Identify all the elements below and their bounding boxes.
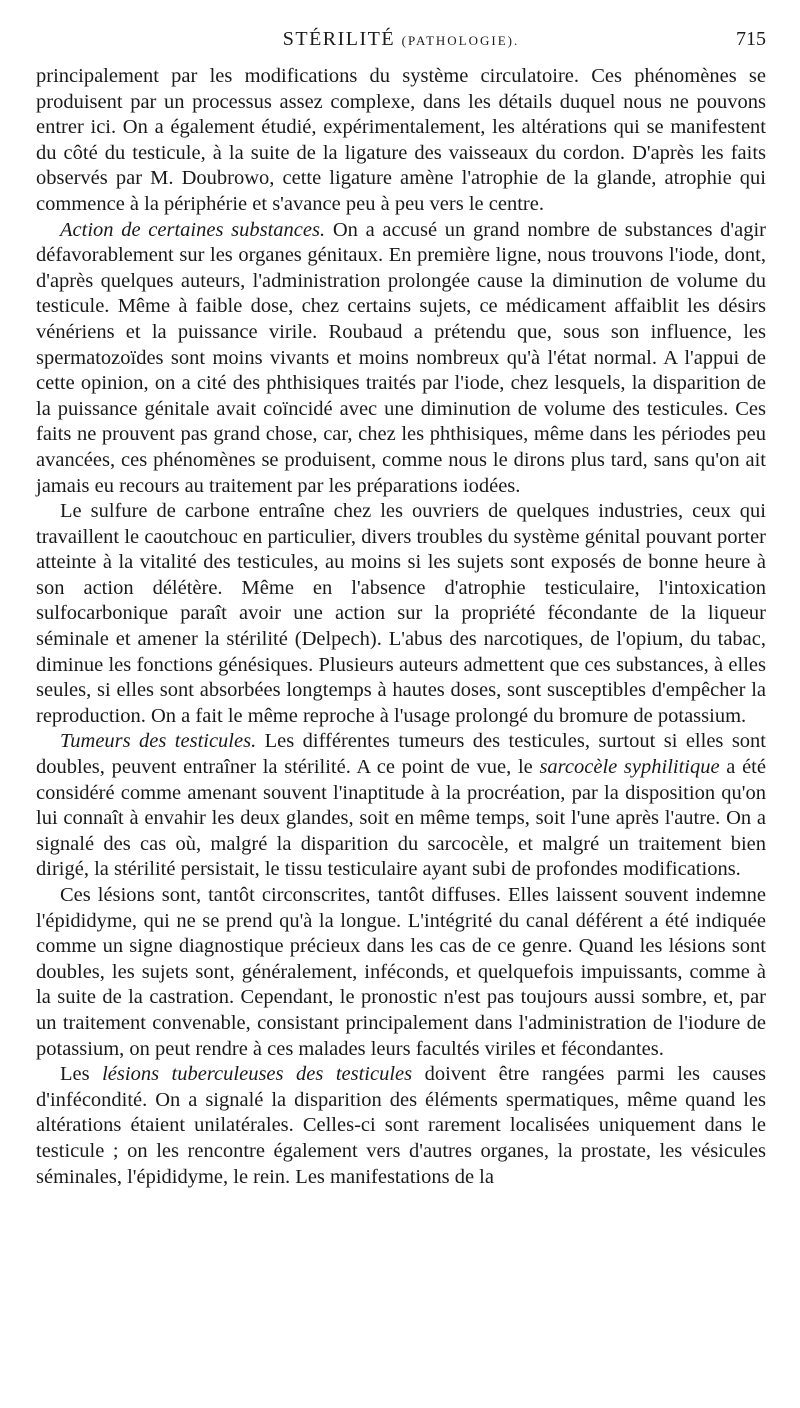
page-header xyxy=(36,28,766,60)
italic-term: lésions tuberculeuses des testicules xyxy=(102,1063,413,1086)
section-heading: Tumeurs des testicules. xyxy=(60,730,257,753)
paragraph: Les lésions tuberculeuses des testicules doivent être rangées parmi les causes d'infécondité. On a signalé la disparition des éléments spermatiques, même quand les altérations étaient unilatérales. Celles-ci sont rarement localisées uniquement dans le testicule ; on les rencontre également vers d'autres organes, la prostate, les vésicules séminales, l'épididyme, le rein. Les manifestations de la xyxy=(36,1063,766,1188)
body-text xyxy=(36,64,766,1190)
paragraph: principalement par les modifications du système circulatoire. Ces phénomènes se produisent par un processus assez complexe, dans les détails duquel nous ne pouvons entrer ici. On a également étudié, expérimentalement, les altérations qui se manifestent du côté du testicule, à la suite de la ligature des vaisseaux du cordon. D'après les faits observés par M. Doubrowo, cette ligature amène l'atrophie de la glande, atrophie qui commence à la périphérie et s'avance peu à peu vers le centre. xyxy=(36,65,766,215)
paragraph: Le sulfure de carbone entraîne chez les ouvriers de quelques industries, ceux qui travaillent le caoutchouc en particulier, divers troubles du système génital pouvant porter atteinte à la vitalité des testicules, au moins si les sujets sont exposés de bonne heure à son action délétère. Même en l'absence d'atrophie testiculaire, l'intoxication sulfocarbonique paraît avoir une action sur la propriété fécondante de la liqueur séminale et amener la stérilité (Delpech). L'abus des narcotiques, de l'opium, du tabac, diminue les fonctions génésiques. Plusieurs auteurs admettent que ces substances, à elles seules, si elles sont absorbées longtemps à hautes doses, sont susceptibles d'empêcher la reproduction. On a fait le même reproche à l'usage prolongé du bromure de potassium. xyxy=(36,500,766,727)
paragraph: Action de certaines substances. On a accusé un grand nombre de substances d'agir défavorablement sur les organes génitaux. En première ligne, nous trouvons l'iode, dont, d'après quelques auteurs, l'administration prolongée cause la diminution de volume du testicule. Même à faible dose, chez certains sujets, ce médicament affaiblit les désirs vénériens et la puissance virile. Roubaud a prétendu que, sous son influence, les spermatozoïdes sont moins vivants et moins nombreux qu'à l'état normal. A l'appui de cette opinion, on a cité des phthisiques traités par l'iode, chez lesquels, la disparition de la puissance génitale avait coïncidé avec une diminution de volume des testicules. Ces faits ne prouvent pas grand chose, car, chez les phthisiques, même dans les périodes peu avancées, ces phénomènes se produisent, comme nous le dirons plus tard, sans qu'on ait jamais eu recours au traitement par les préparations iodées. xyxy=(36,218,766,497)
running-head xyxy=(36,28,766,51)
italic-term: sarcocèle syphilitique xyxy=(539,756,720,779)
running-head-title: STÉRILITÉ xyxy=(282,28,396,50)
running-head-subtitle: (PATHOLOGIE). xyxy=(401,33,520,48)
page-number: 715 xyxy=(736,28,766,50)
section-heading: Action de certaines substances. xyxy=(60,218,326,241)
paragraph: Ces lésions sont, tantôt circonscrites, tantôt diffuses. Elles laissent souvent indemne l'épididyme, qui ne se prend qu'à la longue. L'intégrité du canal déférent a été indiquée comme un signe diagnostique précieux dans les cas de ce genre. Quand les lésions sont doubles, les sujets sont, généralement, inféconds, et quelquefois impuissants, comme à la suite de la castration. Cependant, le pronostic n'est pas toujours aussi sombre, et, par un traitement convenable, consistant principalement dans l'administration de l'iodure de potassium, on peut rendre à ces malades leurs facultés viriles et fécondantes. xyxy=(36,884,766,1060)
paragraph: Tumeurs des testicules. Les différentes tumeurs des testicules, surtout si elles sont doubles, peuvent entraîner la stérilité. A ce point de vue, le sarcocèle syphilitique a été considéré comme amenant souvent l'inaptitude à la procréation, par la disposition qu'on lui connaît à envahir les deux glandes, soit en même temps, soit l'une après l'autre. On a signalé des cas où, malgré la disparition du sarcocèle, et malgré un traitement bien dirigé, la stérilité persistait, le tissu testiculaire ayant subi de profondes modifications. xyxy=(36,730,766,881)
